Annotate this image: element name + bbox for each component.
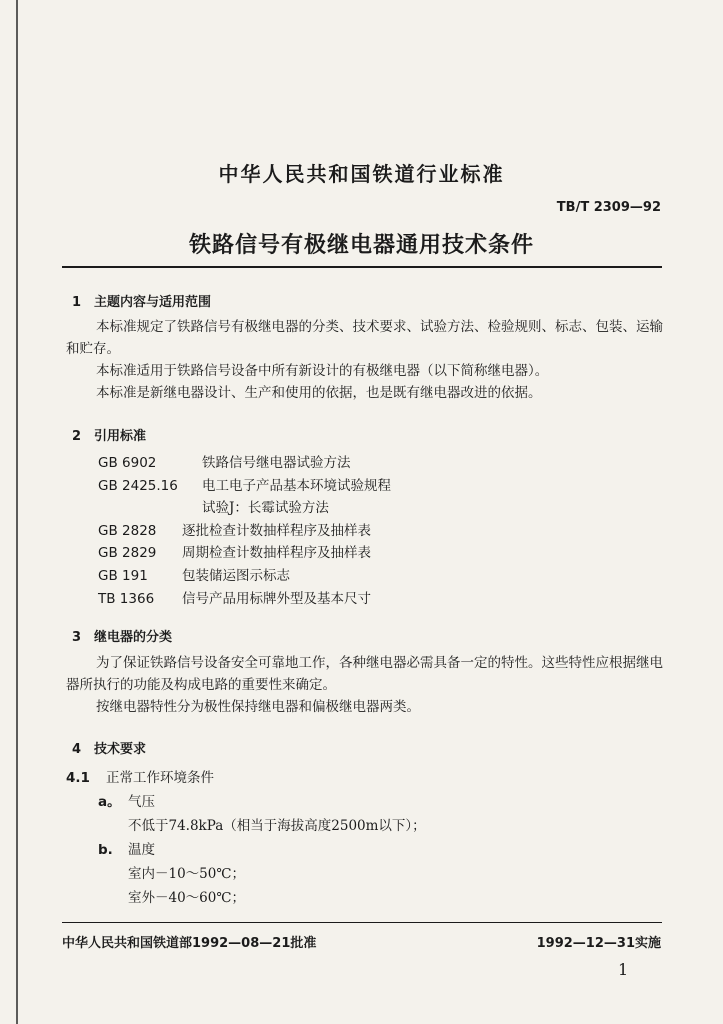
reference-item-continuation [98,497,391,520]
item-b-outdoor: 室外－40～60℃； [128,890,245,906]
reference-list [98,452,391,610]
reference-title: 包装储运图示标志 [182,567,290,584]
item-b-label: b. [98,842,113,858]
reference-item [98,588,391,611]
item-b-title: 温度 [128,842,155,858]
section-2-title: 引用标准 [94,429,147,444]
reference-item [98,565,391,588]
reference-code: GB 2828 [98,522,157,539]
section-1-paragraph-3: 本标准是新继电器设计、生产和使用的依据，也是既有继电器改进的依据。 [96,385,542,401]
item-a-title: 气压 [128,794,155,810]
standard-code: TB/T 2309—92 [556,200,661,215]
reference-code: GB 2829 [98,545,157,562]
section-3-paragraph-2: 按继电器特性分为极性保持继电器和偏极继电器两类。 [96,699,420,715]
section-1-title: 主题内容与适用范围 [94,295,212,310]
section-3-heading [72,626,172,645]
section-4-title: 技术要求 [94,742,147,757]
reference-title: 试验J：长霉试验方法 [202,500,329,517]
reference-code: TB 1366 [98,590,155,607]
standard-category-title: 中华人民共和国铁道行业标准 [218,162,505,186]
reference-title: 逐批检查计数抽样程序及抽样表 [182,522,371,539]
section-1-heading [72,291,211,310]
title-divider [62,266,662,268]
section-1-number: 1 [72,295,82,310]
reference-code: GB 191 [98,567,148,584]
section-3-title: 继电器的分类 [94,630,173,645]
reference-item [98,475,391,498]
implementation-date: 1992—12—31实施 [536,936,661,951]
reference-code: GB 6902 [98,455,157,471]
document-title: 铁路信号有极继电器通用技术条件 [188,233,534,258]
reference-item [98,542,391,565]
item-a [98,790,155,810]
reference-item [98,452,391,475]
subsection-4-1-number: 4.1 [66,770,90,786]
subsection-4-1-title: 正常工作环境条件 [106,770,214,786]
section-4-number: 4 [72,742,82,757]
section-3-paragraph-1: 为了保证铁路信号设备安全可靠地工作，各种继电器必需具备一定的特性。这些特性应根据继电器所执行的功能及构成电路的重要性来确定。 [66,655,663,693]
section-1-paragraph-2: 本标准适用于铁路信号设备中所有新设计的有极继电器（以下简称继电器）。 [96,363,549,379]
section-1-paragraph-1: 本标准规定了铁路信号有极继电器的分类、技术要求、试验方法、检验规则、标志、包装、运输和贮存。 [66,319,663,357]
footer-divider [62,922,662,923]
binding-edge-line [16,0,18,1024]
reference-title: 信号产品用标牌外型及基本尺寸 [182,590,371,607]
section-4-heading [72,738,146,757]
item-a-label: a。 [98,794,121,810]
item-b [98,838,155,858]
section-3-number: 3 [72,630,82,645]
reference-title: 铁路信号继电器试验方法 [202,455,351,471]
reference-code: GB 2425.16 [98,477,178,494]
reference-title: 周期检查计数抽样程序及抽样表 [182,545,371,562]
section-2-heading [72,425,146,444]
approval-statement: 中华人民共和国铁道部1992—08—21批准 [62,936,317,951]
page-number: 1 [618,960,629,979]
item-b-indoor: 室内－10～50℃； [128,866,245,882]
section-2-number: 2 [72,429,82,444]
item-a-text: 不低于74.8kPa（相当于海拔高度2500m以下）； [128,818,426,834]
reference-title: 电工电子产品基本环境试验规程 [202,477,391,494]
reference-item [98,520,391,543]
subsection-4-1 [66,766,214,786]
